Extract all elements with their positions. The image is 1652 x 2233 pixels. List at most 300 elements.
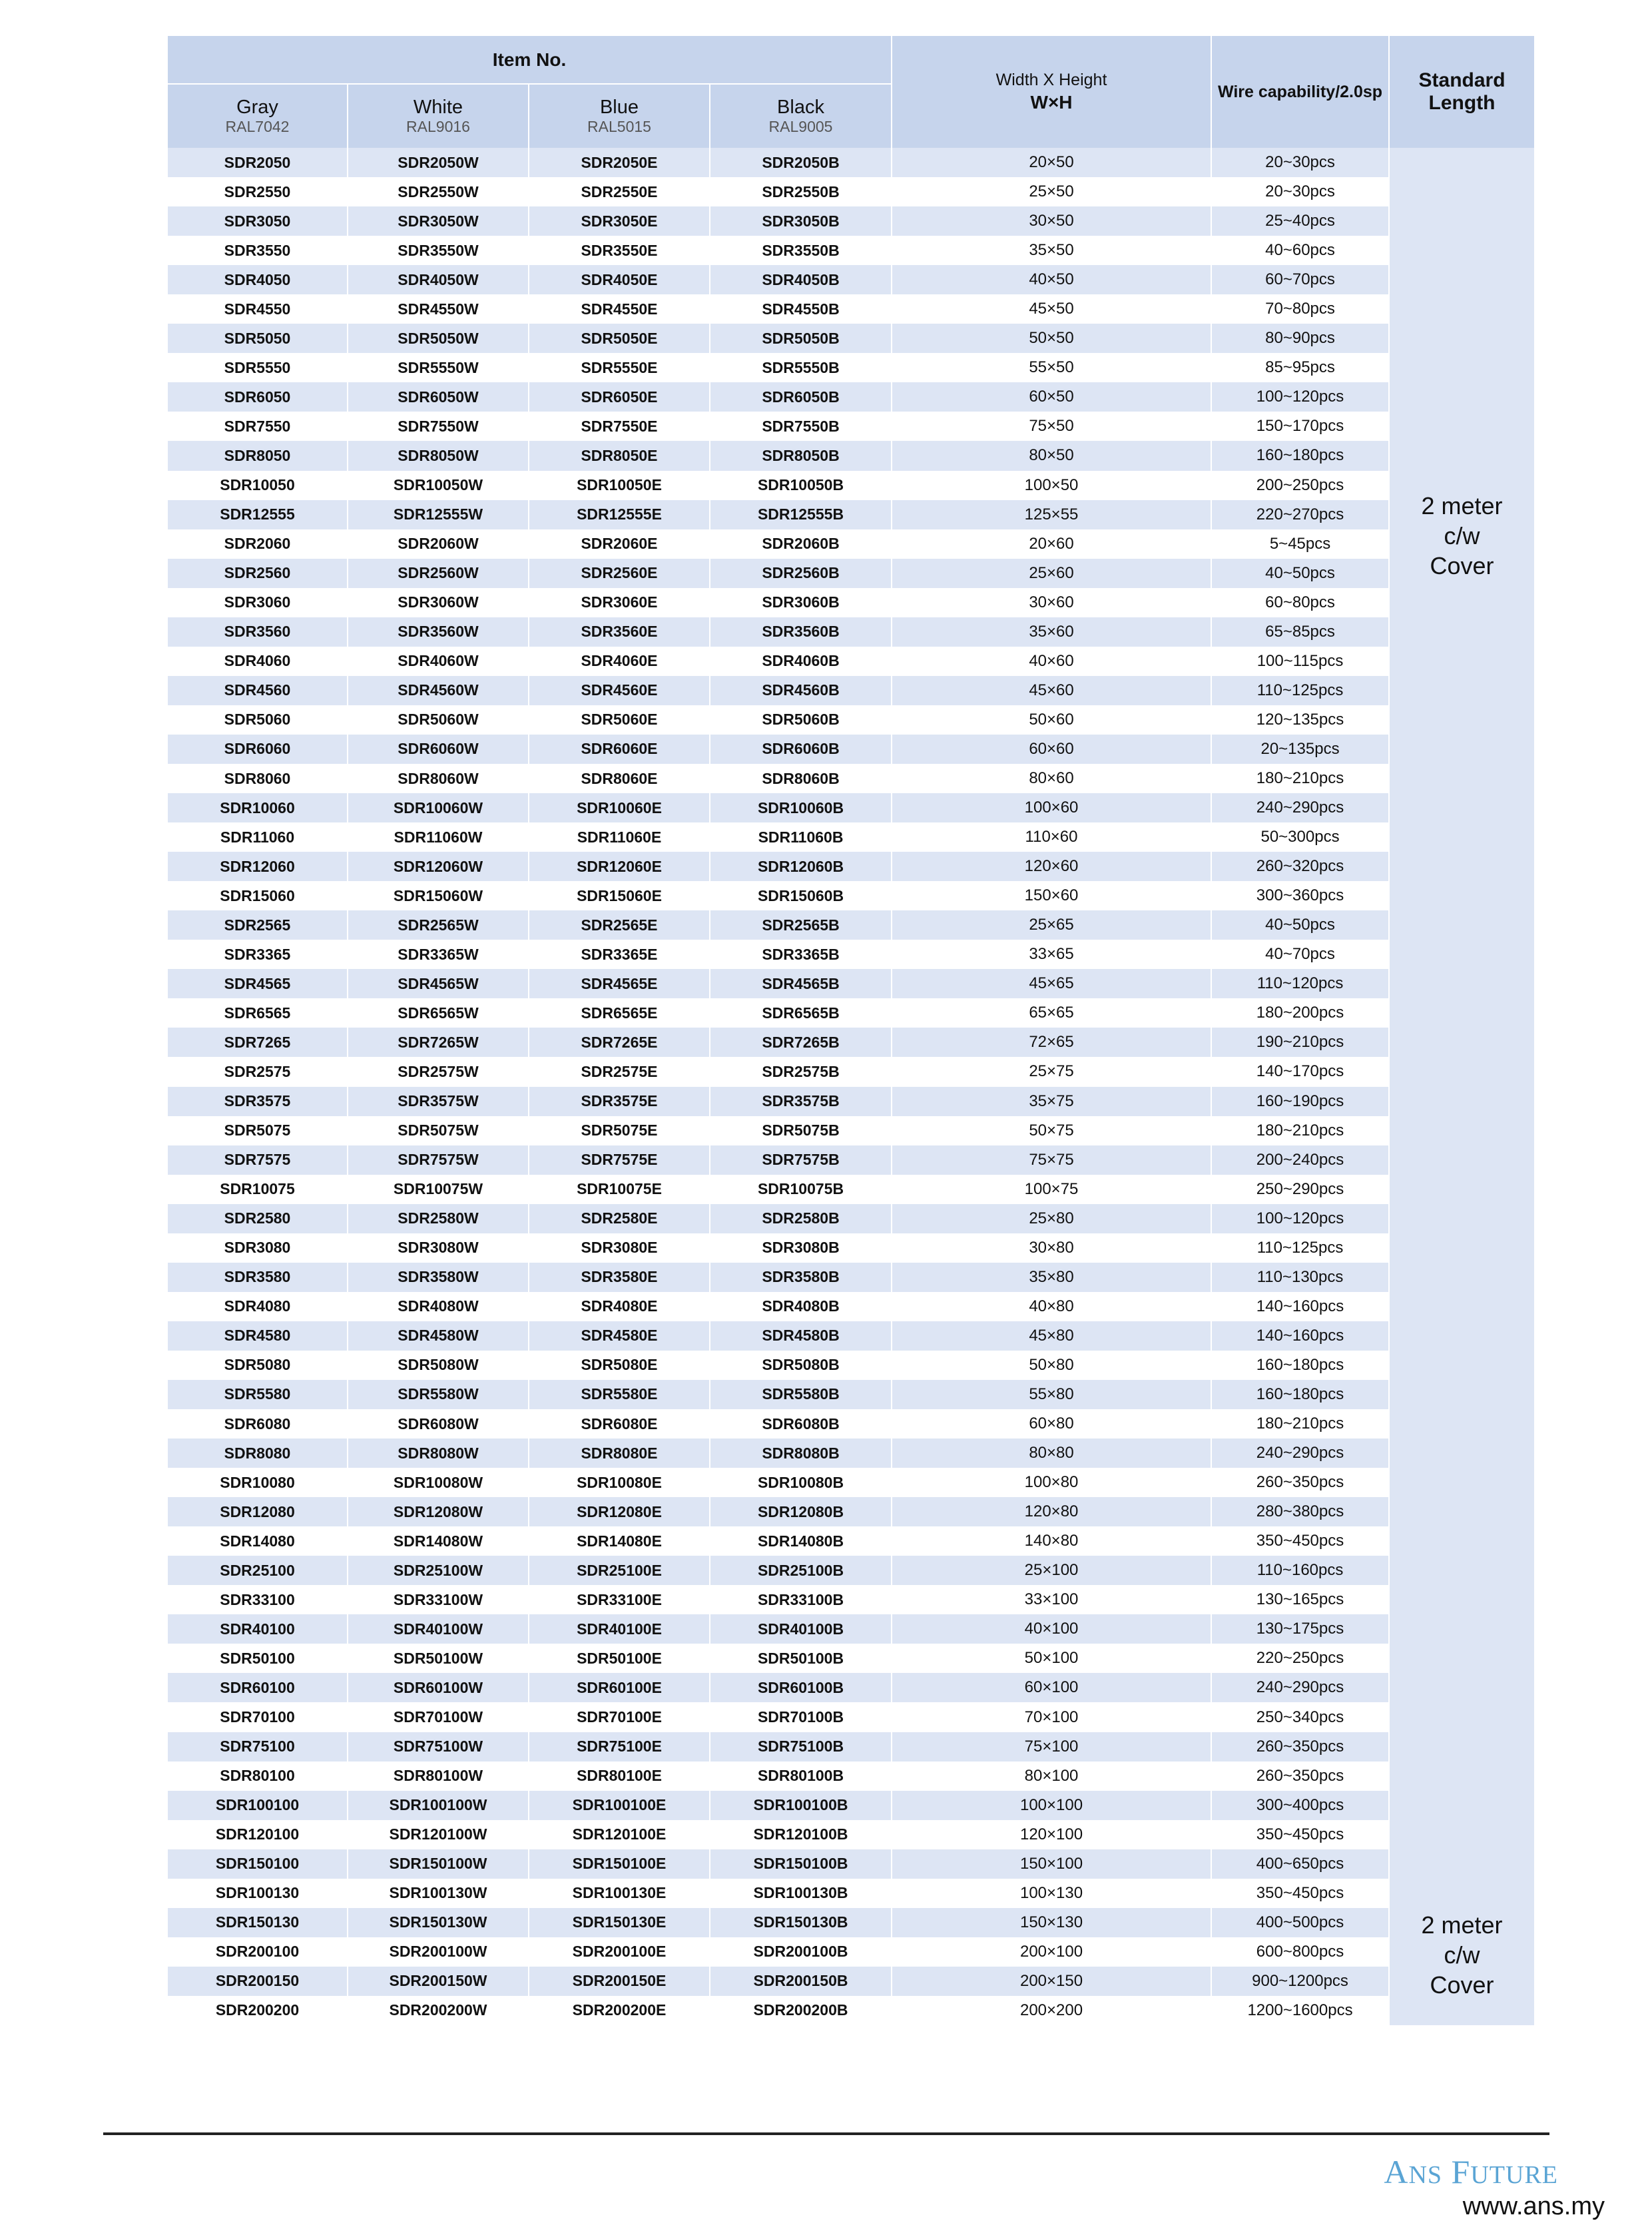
cell-wire: 130~175pcs: [1211, 1614, 1389, 1644]
cell-white: SDR4080W: [348, 1292, 529, 1321]
cell-wire: 280~380pcs: [1211, 1497, 1389, 1526]
cell-white: SDR75100W: [348, 1732, 529, 1761]
table-row: [168, 1849, 1534, 1879]
cell-white: SDR7550W: [348, 412, 529, 441]
cell-dim: 20×60: [892, 529, 1211, 559]
cell-wire: 60~70pcs: [1211, 265, 1389, 294]
cell-white: SDR5080W: [348, 1351, 529, 1380]
cell-black: SDR5080B: [710, 1351, 892, 1380]
cell-blue: SDR3060E: [529, 588, 710, 617]
table-row: [168, 382, 1534, 412]
table-row: [168, 1233, 1534, 1263]
cell-white: SDR4580W: [348, 1321, 529, 1351]
table-row: [168, 588, 1534, 617]
table-row: [168, 1879, 1534, 1908]
cell-blue: SDR2550E: [529, 177, 710, 206]
cell-blue: SDR2560E: [529, 559, 710, 588]
cell-white: SDR10075W: [348, 1175, 529, 1204]
cell-wire: 160~180pcs: [1211, 1380, 1389, 1409]
cell-wire: 110~125pcs: [1211, 1233, 1389, 1263]
cell-dim: 120×80: [892, 1497, 1211, 1526]
cell-wire: 20~30pcs: [1211, 148, 1389, 177]
cell-wire: 140~170pcs: [1211, 1057, 1389, 1086]
cell-blue: SDR4550E: [529, 294, 710, 324]
cell-gray: SDR3060: [168, 588, 348, 617]
cell-white: SDR4565W: [348, 969, 529, 998]
color-name: Blue: [599, 96, 639, 118]
cell-blue: SDR2060E: [529, 529, 710, 559]
cell-dim: 200×200: [892, 1996, 1211, 2025]
cell-gray: SDR6060: [168, 735, 348, 764]
cell-white: SDR8060W: [348, 764, 529, 793]
cell-white: SDR150100W: [348, 1849, 529, 1879]
cell-dim: 25×100: [892, 1556, 1211, 1585]
cell-black: SDR2060B: [710, 529, 892, 559]
cell-dim: 45×80: [892, 1321, 1211, 1351]
cell-black: SDR12060B: [710, 852, 892, 881]
cell-wire: 350~450pcs: [1211, 1820, 1389, 1849]
cell-dim: 50×80: [892, 1351, 1211, 1380]
cell-dim: 25×60: [892, 559, 1211, 588]
cell-gray: SDR5080: [168, 1351, 348, 1380]
cell-white: SDR6050W: [348, 382, 529, 412]
cell-black: SDR2550B: [710, 177, 892, 206]
cell-blue: SDR6050E: [529, 382, 710, 412]
cell-dim: 40×80: [892, 1292, 1211, 1321]
cell-gray: SDR10080: [168, 1468, 348, 1497]
cell-black: SDR14080B: [710, 1526, 892, 1556]
cell-black: SDR75100B: [710, 1732, 892, 1761]
color-ral: RAL7042: [225, 117, 290, 135]
cell-dim: 30×80: [892, 1233, 1211, 1263]
table-row: [168, 500, 1534, 529]
cell-black: SDR4580B: [710, 1321, 892, 1351]
cell-wire: 350~450pcs: [1211, 1879, 1389, 1908]
cell-dim: 100×60: [892, 793, 1211, 822]
cell-blue: SDR3580E: [529, 1263, 710, 1292]
cell-gray: SDR2560: [168, 559, 348, 588]
table-row: [168, 852, 1534, 881]
dimension-header: [892, 36, 1211, 148]
cell-dim: 25×80: [892, 1204, 1211, 1233]
cell-white: SDR200200W: [348, 1996, 529, 2025]
cell-blue: SDR120100E: [529, 1820, 710, 1849]
cell-dim: 33×100: [892, 1585, 1211, 1614]
table-row: [168, 1438, 1534, 1468]
cell-blue: SDR10060E: [529, 793, 710, 822]
cell-wire: 200~240pcs: [1211, 1145, 1389, 1175]
table-row: [168, 1996, 1534, 2025]
brand-logo: ANS FUTURE: [1384, 2153, 1558, 2190]
table-row: [168, 969, 1534, 998]
standard-length-text: [1390, 148, 1534, 581]
cell-white: SDR11060W: [348, 822, 529, 852]
cell-wire: 65~85pcs: [1211, 617, 1389, 647]
cell-white: SDR120100W: [348, 1820, 529, 1849]
cell-black: SDR4560B: [710, 676, 892, 705]
color-header-gray: [168, 84, 348, 148]
table-row: [168, 676, 1534, 705]
cell-white: SDR8050W: [348, 441, 529, 470]
cell-black: SDR4060B: [710, 647, 892, 676]
cell-gray: SDR8050: [168, 441, 348, 470]
cell-black: SDR25100B: [710, 1556, 892, 1585]
cell-gray: SDR12080: [168, 1497, 348, 1526]
cell-black: SDR3550B: [710, 236, 892, 265]
table-row: [168, 1116, 1534, 1145]
cell-wire: 190~210pcs: [1211, 1028, 1389, 1057]
cell-white: SDR50100W: [348, 1644, 529, 1673]
table-row: [168, 1732, 1534, 1761]
cell-dim: 150×60: [892, 881, 1211, 910]
cell-blue: SDR200100E: [529, 1937, 710, 1967]
cell-black: SDR200200B: [710, 1996, 892, 2025]
standard-length-line: Cover: [1430, 1971, 1494, 1999]
standard-length-line: c/w: [1444, 522, 1480, 549]
cell-blue: SDR2580E: [529, 1204, 710, 1233]
cell-white: SDR2060W: [348, 529, 529, 559]
cell-wire: 160~180pcs: [1211, 441, 1389, 470]
cell-black: SDR3560B: [710, 617, 892, 647]
table-row: [168, 1351, 1534, 1380]
cell-dim: 55×50: [892, 353, 1211, 382]
cell-wire: 220~270pcs: [1211, 500, 1389, 529]
cell-wire: 20~30pcs: [1211, 177, 1389, 206]
table-row: [168, 1937, 1534, 1967]
cell-gray: SDR25100: [168, 1556, 348, 1585]
cell-white: SDR7265W: [348, 1028, 529, 1057]
cell-dim: 40×100: [892, 1614, 1211, 1644]
cell-wire: 40~50pcs: [1211, 910, 1389, 940]
cell-white: SDR33100W: [348, 1585, 529, 1614]
cell-wire: 40~70pcs: [1211, 940, 1389, 969]
standard-length-cell: [1389, 1204, 1534, 2025]
color-ral: RAL5015: [587, 117, 651, 135]
cell-gray: SDR70100: [168, 1702, 348, 1732]
table-row: [168, 441, 1534, 470]
cell-blue: SDR4560E: [529, 676, 710, 705]
cell-blue: SDR3365E: [529, 940, 710, 969]
cell-black: SDR6080B: [710, 1409, 892, 1438]
cell-gray: SDR40100: [168, 1614, 348, 1644]
cell-wire: 40~50pcs: [1211, 559, 1389, 588]
cell-dim: 75×50: [892, 412, 1211, 441]
table-row: [168, 1321, 1534, 1351]
cell-wire: 240~290pcs: [1211, 1673, 1389, 1702]
cell-white: SDR6565W: [348, 998, 529, 1028]
table-row: [168, 1145, 1534, 1175]
cell-gray: SDR14080: [168, 1526, 348, 1556]
cell-gray: SDR11060: [168, 822, 348, 852]
cell-blue: SDR5550E: [529, 353, 710, 382]
cell-white: SDR5580W: [348, 1380, 529, 1409]
cell-wire: 180~200pcs: [1211, 998, 1389, 1028]
cell-blue: SDR50100E: [529, 1644, 710, 1673]
cell-white: SDR7575W: [348, 1145, 529, 1175]
cell-gray: SDR2580: [168, 1204, 348, 1233]
cell-wire: 200~250pcs: [1211, 471, 1389, 500]
cell-wire: 260~320pcs: [1211, 852, 1389, 881]
cell-white: SDR60100W: [348, 1673, 529, 1702]
cell-wire: 70~80pcs: [1211, 294, 1389, 324]
cell-white: SDR3050W: [348, 206, 529, 236]
color-ral: RAL9016: [406, 117, 470, 135]
cell-white: SDR4560W: [348, 676, 529, 705]
cell-blue: SDR5580E: [529, 1380, 710, 1409]
table-row: [168, 236, 1534, 265]
cell-dim: 33×65: [892, 940, 1211, 969]
cell-wire: 250~290pcs: [1211, 1175, 1389, 1204]
cell-blue: SDR15060E: [529, 881, 710, 910]
cell-dim: 100×130: [892, 1879, 1211, 1908]
table-row: [168, 1761, 1534, 1791]
cell-black: SDR200100B: [710, 1937, 892, 1967]
cell-wire: 180~210pcs: [1211, 764, 1389, 793]
cell-white: SDR3365W: [348, 940, 529, 969]
cell-white: SDR10080W: [348, 1468, 529, 1497]
cell-black: SDR8080B: [710, 1438, 892, 1468]
cell-dim: 25×50: [892, 177, 1211, 206]
table-row: [168, 1967, 1534, 1996]
table-row: [168, 324, 1534, 353]
cell-blue: SDR12060E: [529, 852, 710, 881]
cell-gray: SDR5550: [168, 353, 348, 382]
cell-blue: SDR2565E: [529, 910, 710, 940]
cell-white: SDR5075W: [348, 1116, 529, 1145]
cell-black: SDR6565B: [710, 998, 892, 1028]
cell-white: SDR4050W: [348, 265, 529, 294]
table-row: [168, 177, 1534, 206]
cell-blue: SDR11060E: [529, 822, 710, 852]
cell-dim: 140×80: [892, 1526, 1211, 1556]
cell-white: SDR12060W: [348, 852, 529, 881]
standard-length-line: c/w: [1444, 1941, 1480, 1969]
cell-wire: 110~120pcs: [1211, 969, 1389, 998]
cell-blue: SDR10080E: [529, 1468, 710, 1497]
cell-gray: SDR200150: [168, 1967, 348, 1996]
cell-white: SDR2580W: [348, 1204, 529, 1233]
table-row: [168, 1556, 1534, 1585]
cell-white: SDR8080W: [348, 1438, 529, 1468]
cell-dim: 100×80: [892, 1468, 1211, 1497]
cell-wire: 300~400pcs: [1211, 1791, 1389, 1820]
spec-table: [168, 36, 1534, 2025]
cell-gray: SDR10060: [168, 793, 348, 822]
cell-blue: SDR100100E: [529, 1791, 710, 1820]
cell-wire: 180~210pcs: [1211, 1116, 1389, 1145]
table-row: [168, 1057, 1534, 1086]
cell-blue: SDR3050E: [529, 206, 710, 236]
cell-blue: SDR8060E: [529, 764, 710, 793]
cell-black: SDR120100B: [710, 1820, 892, 1849]
cell-dim: 60×100: [892, 1673, 1211, 1702]
cell-white: SDR14080W: [348, 1526, 529, 1556]
cell-gray: SDR6050: [168, 382, 348, 412]
cell-gray: SDR60100: [168, 1673, 348, 1702]
cell-wire: 100~120pcs: [1211, 382, 1389, 412]
cell-gray: SDR12555: [168, 500, 348, 529]
cell-black: SDR3080B: [710, 1233, 892, 1263]
cell-black: SDR70100B: [710, 1702, 892, 1732]
cell-blue: SDR200200E: [529, 1996, 710, 2025]
cell-wire: 110~125pcs: [1211, 676, 1389, 705]
cell-black: SDR5050B: [710, 324, 892, 353]
cell-gray: SDR8080: [168, 1438, 348, 1468]
cell-blue: SDR5050E: [529, 324, 710, 353]
cell-wire: 260~350pcs: [1211, 1761, 1389, 1791]
cell-dim: 45×65: [892, 969, 1211, 998]
cell-white: SDR10050W: [348, 471, 529, 500]
cell-wire: 140~160pcs: [1211, 1292, 1389, 1321]
color-name: Gray: [236, 96, 278, 118]
cell-wire: 1200~1600pcs: [1211, 1996, 1389, 2025]
table-row: [168, 1614, 1534, 1644]
cell-dim: 50×60: [892, 705, 1211, 735]
cell-black: SDR7575B: [710, 1145, 892, 1175]
cell-gray: SDR4560: [168, 676, 348, 705]
table-row: [168, 1526, 1534, 1556]
cell-black: SDR7265B: [710, 1028, 892, 1057]
table-row: [168, 647, 1534, 676]
cell-white: SDR4550W: [348, 294, 529, 324]
cell-dim: 20×50: [892, 148, 1211, 177]
cell-blue: SDR3080E: [529, 1233, 710, 1263]
table-row: [168, 1702, 1534, 1732]
cell-wire: 260~350pcs: [1211, 1732, 1389, 1761]
cell-black: SDR4565B: [710, 969, 892, 998]
table-row: [168, 1585, 1534, 1614]
cell-wire: 40~60pcs: [1211, 236, 1389, 265]
cell-wire: 100~120pcs: [1211, 1204, 1389, 1233]
cell-black: SDR6050B: [710, 382, 892, 412]
cell-gray: SDR6080: [168, 1409, 348, 1438]
table-row: [168, 148, 1534, 177]
cell-gray: SDR4550: [168, 294, 348, 324]
cell-gray: SDR3550: [168, 236, 348, 265]
cell-gray: SDR4060: [168, 647, 348, 676]
table-row: [168, 764, 1534, 793]
spec-table-body: [168, 148, 1534, 2025]
cell-gray: SDR150130: [168, 1908, 348, 1937]
cell-black: SDR3050B: [710, 206, 892, 236]
wire-capability-header: Wire capability/2.0sp: [1211, 36, 1389, 148]
cell-gray: SDR3560: [168, 617, 348, 647]
cell-gray: SDR4580: [168, 1321, 348, 1351]
cell-white: SDR70100W: [348, 1702, 529, 1732]
cell-dim: 50×100: [892, 1644, 1211, 1673]
table-row: [168, 910, 1534, 940]
standard-length-line: Cover: [1430, 552, 1494, 579]
cell-gray: SDR5580: [168, 1380, 348, 1409]
cell-blue: SDR80100E: [529, 1761, 710, 1791]
cell-blue: SDR3550E: [529, 236, 710, 265]
cell-blue: SDR3575E: [529, 1087, 710, 1116]
cell-gray: SDR3050: [168, 206, 348, 236]
cell-white: SDR25100W: [348, 1556, 529, 1585]
cell-blue: SDR2575E: [529, 1057, 710, 1086]
cell-blue: SDR4565E: [529, 969, 710, 998]
cell-white: SDR3060W: [348, 588, 529, 617]
cell-blue: SDR4580E: [529, 1321, 710, 1351]
cell-dim: 35×75: [892, 1087, 1211, 1116]
dimension-sub-label: W×H: [1030, 92, 1073, 113]
table-row: [168, 1380, 1534, 1409]
table-row: [168, 881, 1534, 910]
cell-gray: SDR5050: [168, 324, 348, 353]
table-row: [168, 1409, 1534, 1438]
cell-dim: 70×100: [892, 1702, 1211, 1732]
cell-gray: SDR100100: [168, 1791, 348, 1820]
cell-dim: 75×75: [892, 1145, 1211, 1175]
color-header-black: [710, 84, 892, 148]
cell-gray: SDR3575: [168, 1087, 348, 1116]
cell-dim: 50×75: [892, 1116, 1211, 1145]
cell-dim: 200×100: [892, 1937, 1211, 1967]
cell-gray: SDR7265: [168, 1028, 348, 1057]
table-row: [168, 559, 1534, 588]
cell-dim: 80×80: [892, 1438, 1211, 1468]
cell-dim: 40×60: [892, 647, 1211, 676]
cell-gray: SDR4080: [168, 1292, 348, 1321]
cell-dim: 100×50: [892, 471, 1211, 500]
dimension-label: Width X Height: [995, 70, 1107, 89]
cell-black: SDR4550B: [710, 294, 892, 324]
cell-gray: SDR12060: [168, 852, 348, 881]
cell-dim: 65×65: [892, 998, 1211, 1028]
cell-wire: 160~190pcs: [1211, 1087, 1389, 1116]
cell-blue: SDR5060E: [529, 705, 710, 735]
cell-blue: SDR25100E: [529, 1556, 710, 1585]
cell-black: SDR6060B: [710, 735, 892, 764]
cell-wire: 350~450pcs: [1211, 1526, 1389, 1556]
cell-white: SDR12080W: [348, 1497, 529, 1526]
cell-blue: SDR14080E: [529, 1526, 710, 1556]
cell-white: SDR200150W: [348, 1967, 529, 1996]
cell-wire: 130~165pcs: [1211, 1585, 1389, 1614]
cell-blue: SDR10050E: [529, 471, 710, 500]
cell-gray: SDR4050: [168, 265, 348, 294]
cell-gray: SDR5075: [168, 1116, 348, 1145]
cell-dim: 80×50: [892, 441, 1211, 470]
color-header-blue: [529, 84, 710, 148]
cell-wire: 400~500pcs: [1211, 1908, 1389, 1937]
cell-white: SDR100100W: [348, 1791, 529, 1820]
cell-gray: SDR100130: [168, 1879, 348, 1908]
cell-black: SDR5075B: [710, 1116, 892, 1145]
cell-blue: SDR6565E: [529, 998, 710, 1028]
cell-wire: 240~290pcs: [1211, 1438, 1389, 1468]
cell-wire: 80~90pcs: [1211, 324, 1389, 353]
table-row: [168, 1028, 1534, 1057]
cell-black: SDR2560B: [710, 559, 892, 588]
cell-dim: 100×75: [892, 1175, 1211, 1204]
cell-dim: 30×60: [892, 588, 1211, 617]
cell-blue: SDR7265E: [529, 1028, 710, 1057]
cell-blue: SDR7575E: [529, 1145, 710, 1175]
cell-blue: SDR4080E: [529, 1292, 710, 1321]
table-row: [168, 793, 1534, 822]
standard-length-text: [1390, 1204, 1534, 2000]
table-row: [168, 1791, 1534, 1820]
cell-black: SDR3365B: [710, 940, 892, 969]
cell-wire: 110~130pcs: [1211, 1263, 1389, 1292]
cell-black: SDR8050B: [710, 441, 892, 470]
cell-gray: SDR8060: [168, 764, 348, 793]
cell-dim: 120×60: [892, 852, 1211, 881]
cell-dim: 80×100: [892, 1761, 1211, 1791]
cell-blue: SDR200150E: [529, 1967, 710, 1996]
table-row: [168, 1497, 1534, 1526]
